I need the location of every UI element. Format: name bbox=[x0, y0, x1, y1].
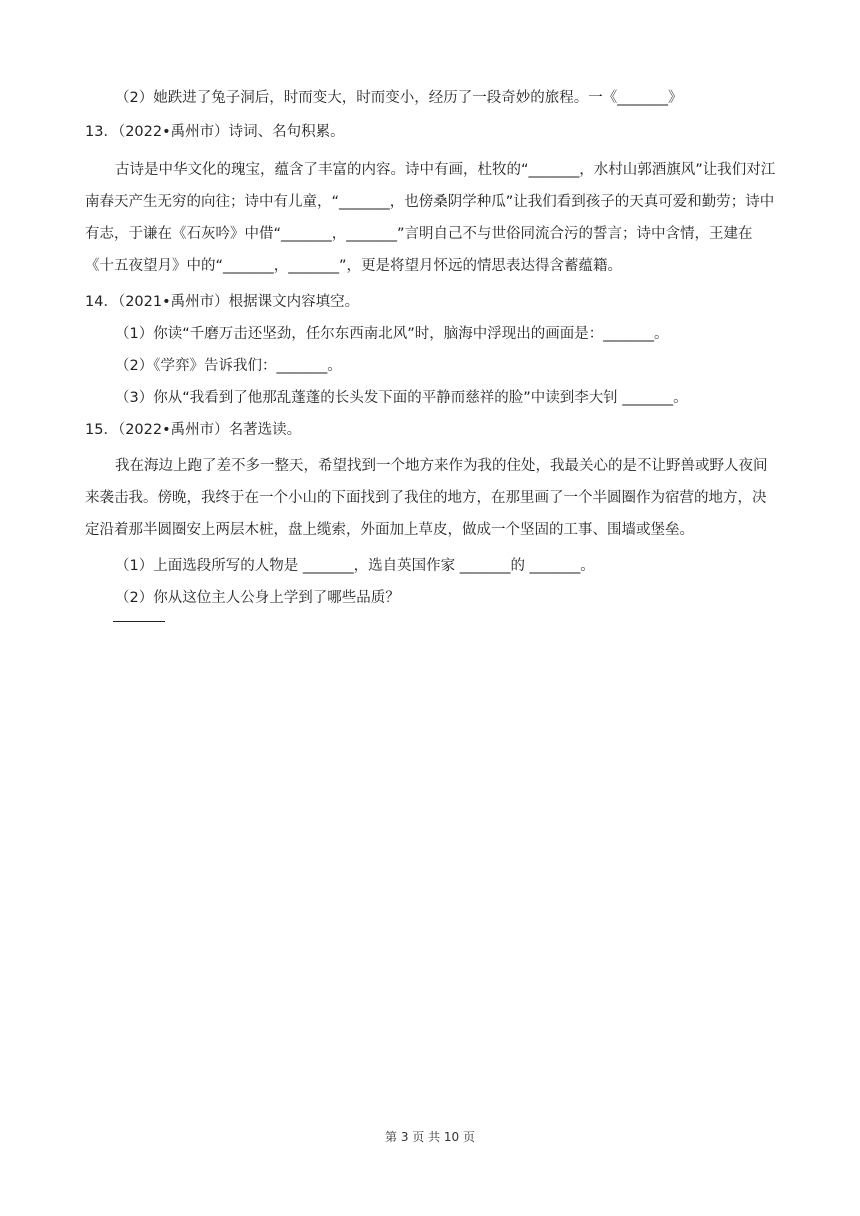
question-13-title: 13．（2022•禹州市）诗词、名句积累。 bbox=[85, 124, 345, 140]
question-12-part-2: （2）她跌进了兔子洞后，时而变大，时而变小，经历了一段奇妙的旅程。一《_______》 bbox=[115, 90, 683, 106]
question-15-passage: 我在海边上跑了差不多一整天，希望找到一个地方来作为我的住处，我最关心的是不让野兽或野人夜间来袭击我。傍晚，我终于在一个小山的下面找到了我住的地方，在那里画了一个半圆圈作为宿营的地方，决定沿着那半圆圈安上两层木桩，盘上缆索，外面加上草皮，做成一个坚固的工事、围墙或堡垒。 bbox=[85, 458, 768, 538]
question-15-title: 15．（2022•禹州市）名著选读。 bbox=[85, 422, 302, 438]
document-content bbox=[85, 88, 779, 622]
page-footer: 第 3 页 共 10 页 bbox=[385, 1130, 475, 1144]
answer-blank-line bbox=[113, 620, 165, 622]
question-13-body: 古诗是中华文化的瑰宝，蕴含了丰富的内容。诗中有画，杜牧的“_______，水村山郭酒旗风”让我们对江南春天产生无穷的向往；诗中有儿童，“_______，也傍桑阴学种瓜”让我们看到孩子的天真可爱和勤劳；诗中有志，于谦在《石灰吟》中借“_______，_______”言明自己不与世俗同流合污的誓言；诗中含情，王建在《十五夜望月》中的“_______，_______”，更是将望月怀远的情思表达得含蓄蕴籍。 bbox=[85, 162, 776, 274]
question-15-part-1: （1）上面选段所写的人物是 _______，选自英国作家 _______的 _______。 bbox=[115, 558, 595, 574]
question-14-part-3: （3）你从“我看到了他那乱蓬蓬的长头发下面的平静而慈祥的脸”中读到李大钊 _______。 bbox=[115, 390, 688, 406]
question-14-part-1: （1）你读“千磨万击还坚劲，任尔东西南北风”时，脑海中浮现出的画面是：_______。 bbox=[115, 326, 669, 342]
question-14-title: 14．（2021•禹州市）根据课文内容填空。 bbox=[85, 294, 360, 310]
question-14-part-2: （2）《学弈》告诉我们：_______。 bbox=[115, 358, 342, 374]
question-15-part-2: （2）你从这位主人公身上学到了哪些品质？ bbox=[115, 590, 400, 606]
